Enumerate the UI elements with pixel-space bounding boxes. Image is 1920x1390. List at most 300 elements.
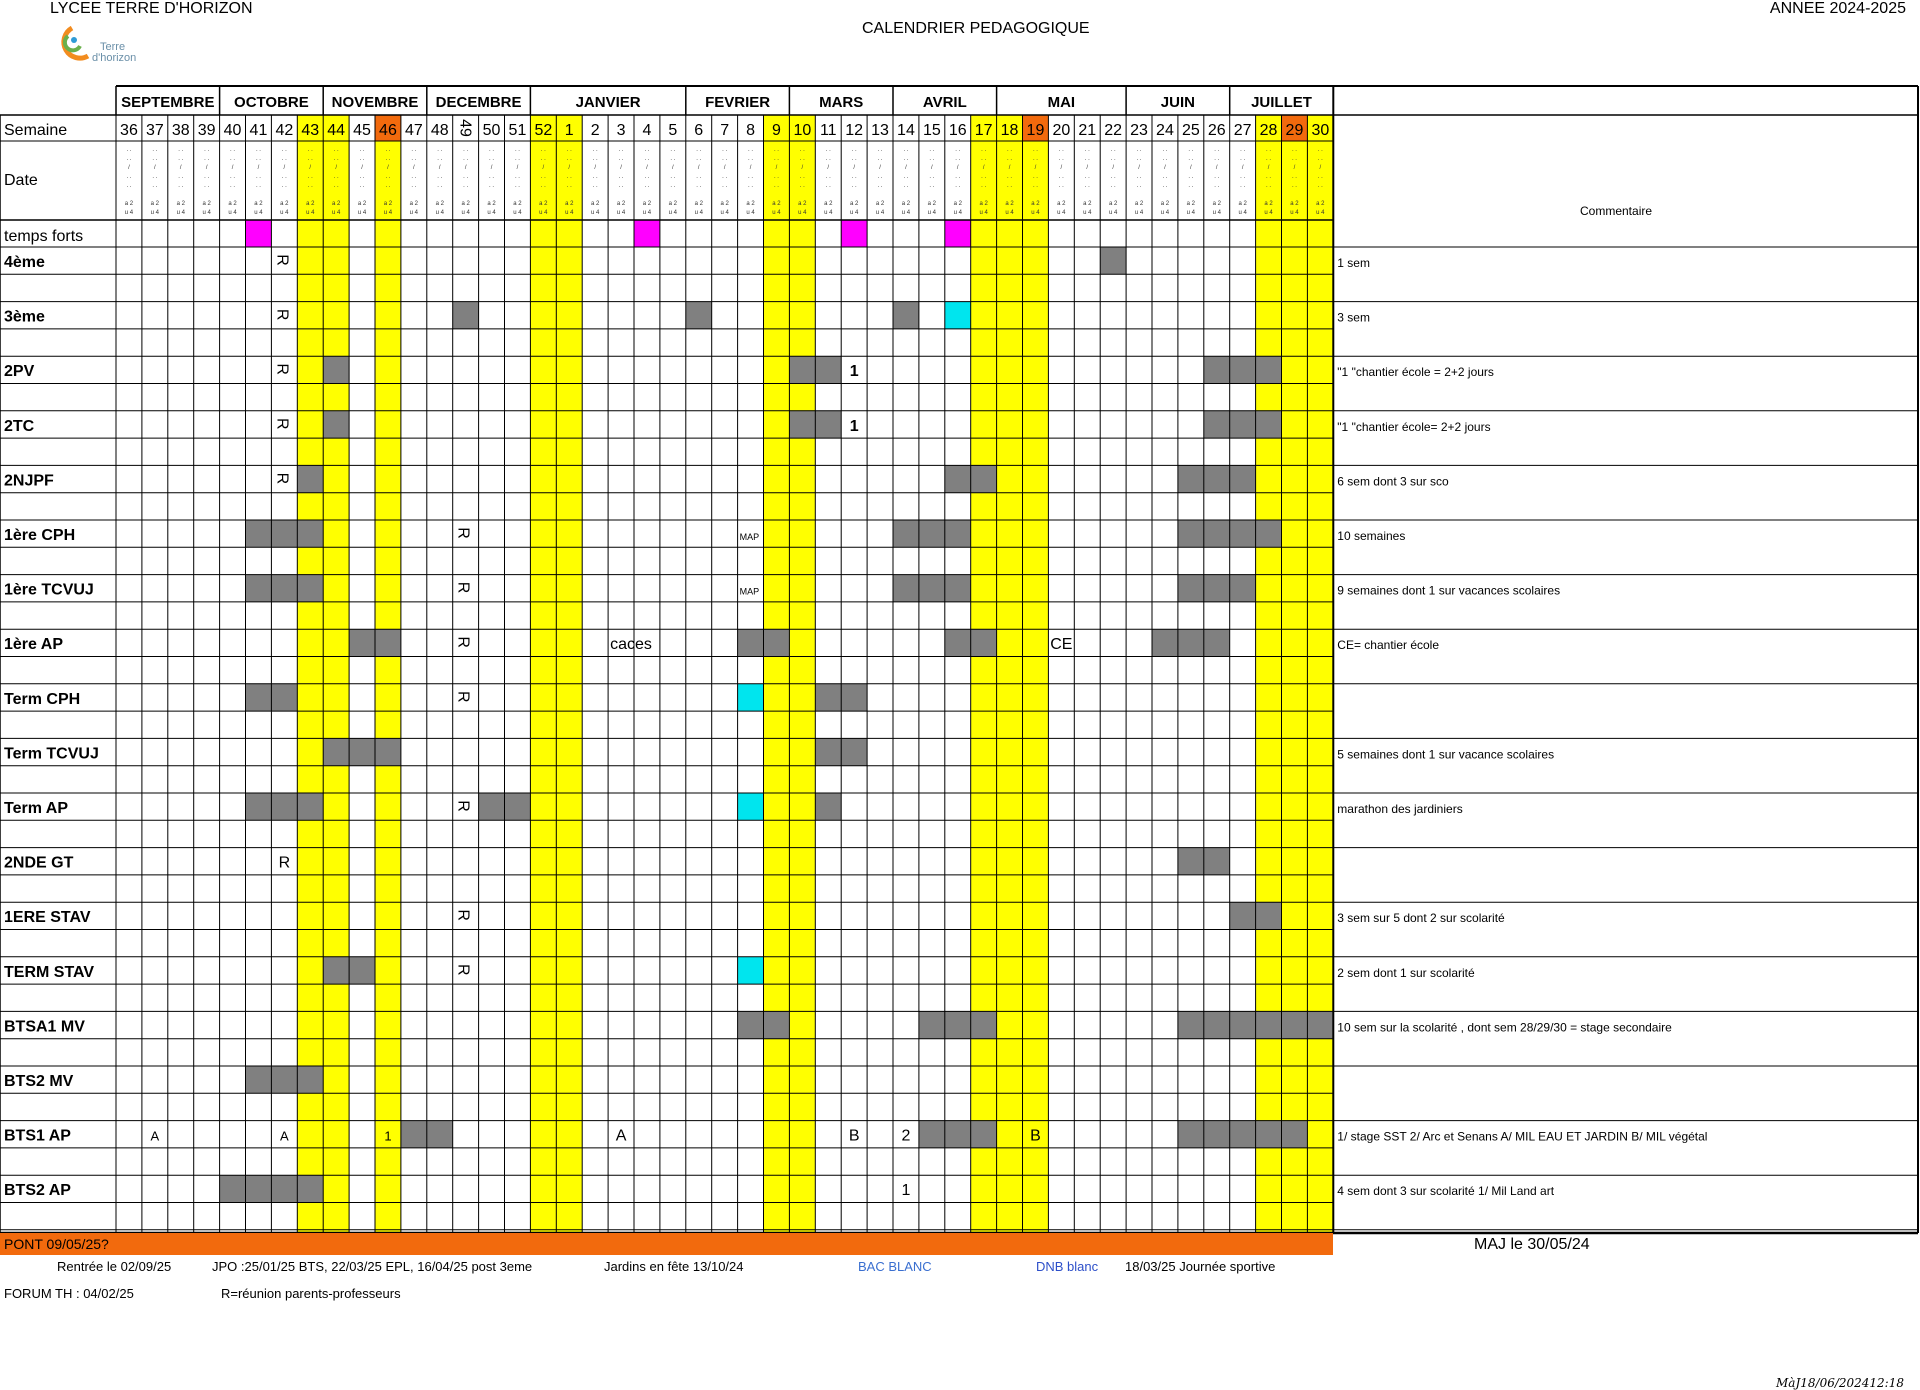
date-glyph: / (257, 165, 260, 171)
date-glyph: . . (1317, 156, 1323, 162)
date-glyph: . . (929, 147, 935, 153)
stage-cell (271, 575, 297, 602)
date-glyph: / (387, 165, 389, 171)
class-label: 1ère TCVUJ (4, 581, 94, 599)
class-label: 2NJPF (4, 472, 54, 490)
date-glyph: / (905, 165, 907, 171)
date-glyph: a 2 (642, 201, 652, 207)
date-glyph: u 4 (1005, 210, 1014, 216)
date-glyph: . . (281, 147, 287, 153)
class-label: 1ère CPH (4, 527, 76, 544)
holiday-column (1256, 141, 1282, 1233)
date-glyph: a 2 (1005, 201, 1014, 207)
date-glyph: . . (1162, 156, 1168, 162)
date-glyph: . . (514, 183, 520, 189)
date-glyph: . . (281, 183, 287, 189)
date-glyph: a 2 (409, 201, 419, 207)
date-glyph: . . (644, 147, 650, 153)
date-glyph: . . (1266, 174, 1272, 180)
date-glyph: . . (851, 156, 857, 162)
stage-cell (1256, 356, 1282, 383)
date-glyph: . . (696, 183, 702, 189)
date-glyph: . . (825, 147, 831, 153)
class-comment: 10 sem sur la scolarité , dont sem 28/29/30 = stage secondaire (1337, 1020, 1672, 1035)
stage-cell (1178, 629, 1204, 656)
date-glyph: . . (1214, 174, 1220, 180)
week-number: 17 (974, 122, 993, 139)
date-glyph: . . (411, 183, 417, 189)
date-glyph: u 4 (901, 210, 911, 216)
date-glyph: u 4 (979, 210, 988, 216)
date-glyph: a 2 (228, 201, 237, 207)
date-glyph: . . (1136, 147, 1142, 153)
cell-mark: caces (610, 636, 652, 654)
date-glyph: . . (307, 183, 313, 189)
date-glyph: . . (411, 147, 417, 153)
stage-cell (945, 1121, 971, 1148)
date-glyph: / (1293, 165, 1296, 171)
date-glyph: . . (540, 147, 546, 153)
date-glyph: u 4 (1108, 210, 1118, 216)
holiday-column (323, 141, 349, 1233)
date-glyph: / (542, 165, 545, 171)
date-glyph: . . (126, 156, 132, 162)
date-glyph: a 2 (901, 201, 911, 207)
date-glyph: . . (333, 147, 339, 153)
cell-mark: R (273, 254, 291, 266)
date-glyph: . . (825, 183, 831, 189)
date-glyph: . . (333, 174, 339, 180)
date-glyph: / (956, 165, 959, 171)
cell-mark: A (280, 1128, 289, 1144)
month-label: MAI (1047, 94, 1076, 111)
date-glyph: a 2 (798, 201, 807, 207)
week-number: 6 (694, 122, 704, 139)
week-number: 51 (508, 122, 527, 139)
holiday-column (971, 141, 997, 1233)
week-number: 22 (1104, 122, 1123, 139)
date-glyph: a 2 (1186, 201, 1196, 207)
date-glyph: . . (463, 174, 469, 180)
date-glyph: u 4 (1264, 210, 1273, 216)
date-glyph: . . (773, 147, 779, 153)
date-glyph: a 2 (1316, 201, 1325, 207)
week-number: 46 (379, 122, 397, 139)
date-glyph: u 4 (280, 210, 289, 216)
date-glyph: / (516, 165, 519, 171)
date-glyph: . . (255, 147, 261, 153)
week-number: 5 (668, 122, 678, 139)
page-title: CALENDRIER PEDAGOGIQUE (862, 20, 1090, 37)
date-glyph: . . (618, 174, 624, 180)
date-glyph: . . (566, 183, 572, 189)
class-label: 2PV (4, 363, 35, 381)
date-glyph: . . (1291, 147, 1297, 153)
cyan-cell (738, 957, 764, 984)
date-glyph: . . (152, 147, 158, 153)
date-glyph: . . (877, 174, 883, 180)
date-glyph: . . (1084, 147, 1090, 153)
date-glyph: . . (696, 174, 702, 180)
date-glyph: a 2 (306, 201, 315, 207)
date-glyph: u 4 (590, 210, 600, 216)
class-label: 1ère AP (4, 636, 63, 654)
date-glyph: a 2 (150, 201, 160, 207)
stage-cell (505, 793, 531, 820)
date-glyph: . . (722, 147, 728, 153)
date-glyph: . . (540, 156, 546, 162)
date-glyph: / (1008, 165, 1011, 171)
date-glyph: a 2 (1290, 201, 1299, 207)
cell-mark: R (454, 527, 472, 539)
date-glyph: . . (411, 174, 417, 180)
comment-header: Commentaire (1580, 204, 1653, 218)
stage-cell (1230, 902, 1256, 929)
stage-cell (349, 629, 375, 656)
date-glyph: . . (644, 156, 650, 162)
school-name: LYCEE TERRE D'HORIZON (50, 0, 253, 17)
date-glyph: / (283, 165, 286, 171)
stage-cell (1204, 1121, 1230, 1148)
date-glyph: a 2 (720, 201, 729, 207)
date-glyph: . . (463, 183, 469, 189)
month-label: DECEMBRE (435, 94, 522, 111)
date-glyph: u 4 (746, 210, 755, 216)
date-glyph: . . (696, 156, 702, 162)
week-number: 45 (353, 122, 371, 139)
stage-cell (246, 684, 272, 711)
date-glyph: . . (722, 183, 728, 189)
week-number: 10 (793, 122, 812, 139)
date-glyph: . . (359, 147, 365, 153)
date-glyph: a 2 (772, 201, 781, 207)
week-number: 48 (430, 122, 449, 139)
date-glyph: . . (1058, 156, 1064, 162)
date-glyph: u 4 (565, 210, 574, 216)
stage-cell (919, 1121, 945, 1148)
date-glyph: a 2 (1108, 201, 1118, 207)
cyan-cell (945, 302, 971, 329)
date-glyph: . . (981, 174, 987, 180)
date-glyph: . . (644, 174, 650, 180)
date-glyph: / (1112, 165, 1114, 171)
class-label: TERM STAV (4, 963, 95, 981)
cell-mark: MAP (739, 586, 760, 597)
class-label: 2TC (4, 417, 35, 435)
stage-cell (686, 302, 712, 329)
week-number: 13 (871, 122, 889, 139)
date-glyph: u 4 (1316, 210, 1325, 216)
month-label: JUILLET (1251, 94, 1312, 111)
stage-cell (297, 1066, 323, 1093)
date-glyph: . . (1266, 156, 1272, 162)
date-glyph: . . (307, 174, 313, 180)
date-glyph: . . (1058, 174, 1064, 180)
stage-cell (1100, 247, 1126, 274)
month-label: SEPTEMBRE (121, 94, 215, 111)
stage-cell (841, 684, 867, 711)
stage-cell (945, 465, 971, 492)
stage-cell (1256, 1011, 1282, 1038)
date-glyph: . . (618, 147, 624, 153)
month-label: MARS (819, 94, 864, 111)
stage-cell (375, 629, 401, 656)
jardins-note: Jardins en fête 13/10/24 (604, 1259, 744, 1274)
date-glyph: . . (540, 174, 546, 180)
date-glyph: u 4 (150, 210, 160, 216)
stage-cell (1204, 848, 1230, 875)
class-comment: marathon des jardiniers (1337, 802, 1463, 816)
stage-cell (971, 465, 997, 492)
week-number: 21 (1078, 122, 1097, 139)
date-glyph: u 4 (357, 210, 367, 216)
date-glyph: . . (281, 156, 287, 162)
date-glyph: a 2 (694, 201, 703, 207)
date-glyph: . . (411, 156, 417, 162)
month-label: JUIN (1160, 94, 1195, 111)
date-glyph: . . (1188, 156, 1194, 162)
stage-cell (841, 738, 867, 765)
stage-cell (1204, 1011, 1230, 1038)
date-glyph: / (672, 165, 674, 171)
date-glyph: . . (1110, 147, 1116, 153)
date-glyph: . . (799, 183, 805, 189)
class-comment: 1/ stage SST 2/ Arc et Senans A/ MIL EAU ET JARDIN B/ MIL végétal (1337, 1129, 1708, 1144)
stage-cell (815, 793, 841, 820)
holiday-column (1023, 141, 1049, 1233)
date-glyph: . . (463, 156, 469, 162)
month-label: AVRIL (922, 94, 967, 111)
class-label: BTSA1 MV (4, 1018, 85, 1036)
date-glyph: . . (1136, 183, 1142, 189)
week-number: 25 (1181, 122, 1200, 139)
date-glyph: u 4 (176, 210, 185, 216)
date-glyph: . . (204, 156, 210, 162)
date-glyph: . . (514, 174, 520, 180)
holiday-column (764, 141, 790, 1233)
month-label: NOVEMBRE (331, 94, 419, 111)
date-glyph: . . (1240, 183, 1246, 189)
stage-cell (1256, 411, 1282, 438)
class-comment: CE= chantier école (1337, 638, 1440, 653)
forum-note: FORUM TH : 04/02/25 (4, 1286, 134, 1301)
date-glyph: . . (851, 183, 857, 189)
date-glyph: . . (566, 156, 572, 162)
class-comment: 5 semaines dont 1 sur vacance scolaires (1337, 747, 1555, 762)
stage-cell (1178, 520, 1204, 547)
date-glyph: / (179, 165, 182, 171)
date-glyph: . . (1032, 147, 1038, 153)
date-glyph: u 4 (642, 210, 652, 216)
date-glyph: / (879, 165, 881, 171)
date-glyph: u 4 (1083, 210, 1092, 216)
stage-cell (271, 684, 297, 711)
date-glyph: u 4 (720, 210, 729, 216)
stage-cell (1282, 1011, 1308, 1038)
temps-fort-cell (246, 220, 272, 247)
stage-cell (297, 520, 323, 547)
date-glyph: . . (955, 147, 961, 153)
date-glyph: . . (1266, 147, 1272, 153)
date-glyph: . . (851, 147, 857, 153)
week-number: 1 (564, 122, 574, 139)
date-glyph: . . (877, 183, 883, 189)
stage-cell (815, 738, 841, 765)
date-glyph: . . (1110, 174, 1116, 180)
date-glyph: . . (178, 156, 184, 162)
date-glyph: . . (307, 147, 313, 153)
date-glyph: . . (903, 147, 909, 153)
date-glyph: a 2 (1238, 201, 1247, 207)
date-glyph: . . (255, 183, 261, 189)
date-glyph: . . (514, 147, 520, 153)
week-number: 4 (642, 122, 652, 139)
date-glyph: / (775, 165, 778, 171)
temps-fort-cell (634, 220, 660, 247)
week-number: 24 (1156, 122, 1174, 139)
cell-mark: R (454, 636, 472, 648)
date-glyph: a 2 (461, 201, 470, 207)
stage-cell (1230, 1121, 1256, 1148)
date-glyph: . . (204, 183, 210, 189)
week-number: 11 (819, 122, 837, 139)
date-glyph: / (620, 165, 622, 171)
week-number: 44 (327, 122, 346, 139)
date-glyph: . . (799, 174, 805, 180)
week-number: 43 (301, 122, 320, 139)
date-glyph: . . (1162, 174, 1168, 180)
date-glyph: a 2 (357, 201, 367, 207)
date-glyph: . . (566, 174, 572, 180)
date-glyph: . . (1188, 174, 1194, 180)
stage-cell (1230, 575, 1256, 602)
date-glyph: . . (1136, 156, 1142, 162)
class-comment: 10 semaines (1337, 529, 1406, 543)
date-glyph: . . (1214, 183, 1220, 189)
date-glyph: / (438, 165, 441, 171)
date-glyph: / (1267, 165, 1270, 171)
stage-cell (246, 1175, 272, 1202)
date-glyph: / (154, 165, 156, 171)
date-glyph: u 4 (824, 210, 833, 216)
date-glyph: a 2 (565, 201, 574, 207)
date-glyph: . . (489, 174, 495, 180)
date-glyph: u 4 (306, 210, 315, 216)
date-glyph: . . (126, 147, 132, 153)
date-glyph: . . (1110, 156, 1116, 162)
stage-cell (323, 411, 349, 438)
date-glyph: / (646, 165, 648, 171)
date-glyph: u 4 (1160, 210, 1170, 216)
stage-cell (1204, 411, 1230, 438)
stage-cell (349, 957, 375, 984)
date-glyph: . . (1188, 183, 1194, 189)
cell-mark: MAP (739, 532, 760, 542)
date-glyph: . . (903, 174, 909, 180)
date-glyph: / (568, 165, 571, 171)
date-glyph: u 4 (772, 210, 781, 216)
stage-cell (349, 738, 375, 765)
date-glyph: u 4 (694, 210, 703, 216)
date-glyph: / (231, 165, 234, 171)
week-label: Semaine (4, 122, 68, 139)
temps-fort-cell (841, 220, 867, 247)
date-glyph: . . (722, 174, 728, 180)
stage-cell (1230, 520, 1256, 547)
date-glyph: . . (592, 174, 598, 180)
date-glyph: . . (489, 156, 495, 162)
class-label: Term TCVUJ (4, 745, 99, 763)
date-glyph: . . (1240, 156, 1246, 162)
date-glyph: . . (773, 183, 779, 189)
date-glyph: . . (825, 156, 831, 162)
stage-cell (479, 793, 505, 820)
class-comment: 3 sem sur 5 dont 2 sur scolarité (1337, 911, 1505, 926)
week-number: 47 (404, 122, 423, 139)
date-glyph: / (982, 165, 985, 171)
date-glyph: . . (1084, 183, 1090, 189)
date-glyph: . . (514, 156, 520, 162)
stage-cell (1204, 575, 1230, 602)
date-glyph: . . (307, 156, 313, 162)
cell-mark: A (615, 1127, 627, 1145)
week-number: 26 (1207, 122, 1226, 139)
date-glyph: . . (437, 156, 443, 162)
class-label: Term CPH (4, 690, 81, 708)
class-comment: 2 sem dont 1 sur scolarité (1337, 965, 1475, 980)
date-glyph: / (853, 165, 855, 171)
date-glyph: . . (1084, 156, 1090, 162)
date-glyph: u 4 (875, 210, 885, 216)
stage-cell (271, 793, 297, 820)
week-number: 29 (1285, 122, 1304, 139)
class-comment: "1 "chantier école = 2+2 jours (1337, 365, 1494, 380)
class-label: 4ème (4, 254, 45, 271)
date-glyph: / (464, 165, 467, 171)
date-glyph: u 4 (849, 210, 859, 216)
date-glyph: . . (1032, 183, 1038, 189)
stage-cell (764, 1011, 790, 1038)
stage-cell (945, 1011, 971, 1038)
week-number: 30 (1311, 122, 1330, 139)
date-glyph: a 2 (849, 201, 859, 207)
date-glyph: . . (722, 156, 728, 162)
date-glyph: . . (540, 183, 546, 189)
stage-cell (789, 411, 815, 438)
date-glyph: . . (281, 174, 287, 180)
date-glyph: . . (230, 147, 236, 153)
date-glyph: . . (152, 183, 158, 189)
stage-cell (971, 629, 997, 656)
date-glyph: a 2 (383, 201, 393, 207)
week-number: 40 (223, 122, 242, 139)
date-glyph: . . (1240, 147, 1246, 153)
date-glyph: / (1034, 165, 1037, 171)
date-glyph: / (723, 165, 726, 171)
date-glyph: / (1086, 165, 1089, 171)
date-glyph: a 2 (331, 201, 341, 207)
date-glyph: . . (644, 183, 650, 189)
week-number: 2 (590, 122, 600, 139)
stage-cell (246, 520, 272, 547)
cell-mark: 1 (849, 417, 859, 435)
date-glyph: . . (1007, 183, 1013, 189)
date-glyph: . . (670, 174, 676, 180)
stage-cell (1230, 356, 1256, 383)
stage-cell (1204, 465, 1230, 492)
rentree-note: Rentrée le 02/09/25 (57, 1259, 172, 1274)
date-glyph: a 2 (1212, 201, 1221, 207)
